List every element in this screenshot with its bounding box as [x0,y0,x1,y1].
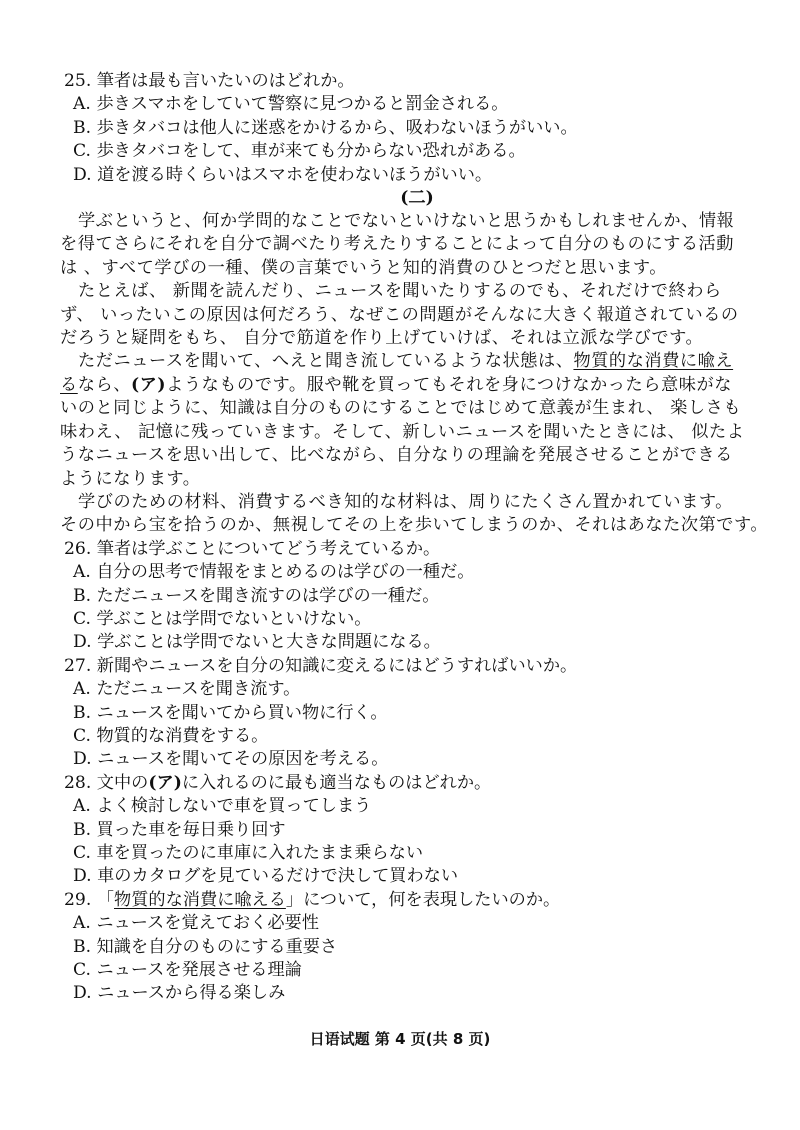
underlined-phrase-part-2: る [60,374,78,395]
question-26-stem: 26. 筆者は学ぶことについてどう考えているか。 [64,538,441,559]
passage-p2-line-3: だろうと疑問をもち、 自分で筋道を作り上げていけば、それは立派な学びです。 [60,328,704,349]
question-27-option-d: D. ニュースを聞いてその原因を考える。 [73,749,389,770]
question-28-option-b: B. 買った車を毎日乗り回す [73,819,286,840]
question-26-option-b: B. ただニュースを聞き流すのは学びの一種だ。 [73,585,440,606]
question-25-option-a: A. 歩きスマホをしていて警察に見つかると罰金される。 [73,94,509,115]
passage-p3-line-1-text: ただニュースを聞いて、へえと聞き流しているような状態は、 [78,351,574,372]
question-26-option-d: D. 学ぶことは学問でないと大きな問題になる。 [73,632,441,653]
section-2-title: (二) [400,188,434,209]
question-25-stem: 25. 筆者は最も言いたいのはどれか。 [64,71,355,91]
passage-p4-line-1: 学びのための材料、消費するべき知的な材料は、周りにたくさん置かれています。 [78,491,733,512]
passage-p3-line-2-text-a: なら、 [77,374,131,395]
question-26-option-a: A. 自分の思考で情報をまとめるのは学びの一種だ。 [73,562,475,583]
passage-p1-line-1: 学ぶというと、何か学問的なことでないといけないと思うかもしれませんか、情報 [78,211,735,232]
underlined-phrase-part-1: 物質的な消費に喩え [573,351,734,372]
question-27-option-a: A. ただニュースを聞き流す。 [73,679,301,700]
passage-p3-line-2-text-b: ようなものです。服や靴を買ってもそれを身につけなかったら意味がな [166,374,732,395]
question-29-option-c: C. ニュースを発展させる理論 [73,960,302,981]
question-28-option-d: D. 車のカタログを見ているだけで決して買わない [73,866,459,887]
question-26-option-c: C. 学ぶことは学問でないといけない。 [73,608,372,629]
blank-a-marker: (ア) [130,374,167,395]
passage-p1-line-2: を得てさらにそれを自分で調べたり考えたりすることによって自分のものにする活動 [60,234,735,255]
question-28-stem-b: に入れるのに最も適当なものはどれか。 [181,772,492,793]
passage-p3-line-2 [60,374,744,397]
passage-p2-line-2: ず、 いったいこの原因は何だろう、なぜこの問題がそんなに大きく報道されているの [60,304,739,325]
question-29-option-a: A. ニュースを覚えておく必要性 [73,913,319,934]
question-25-option-c: C. 歩きタバコをして、車が来ても分からない恐れがある。 [73,141,526,162]
passage-p3-line-5: うなニュースを思い出して、比べながら、自分なりの理論を発展させることができる [60,445,733,466]
passage-p3-line-6: ようになります。 [60,468,201,489]
question-28-stem-a: 28. 文中の [64,772,149,793]
passage [60,210,769,538]
question-29-stem [64,889,744,912]
exam-page [60,70,769,1006]
question-27-option-b: B. ニュースを聞いてから買い物に行く。 [73,702,388,723]
question-29-underlined: 物質的な消費に喩える [114,889,286,910]
question-28-blank: (ア) [148,772,182,793]
question-29-stem-b: 」について，何を表現したいのか。 [285,889,561,910]
passage-p3-line-1 [60,350,744,373]
passage-p3-line-4: 味わえ、 記憶に残っていきます。そして、新しいニュースを聞いたときには、 似たよ [60,421,745,442]
page-footer: 日语试题 第 4 页(共 8 页) [309,1030,491,1048]
question-29-option-b: B. 知識を自分のものにする重要さ [73,936,338,957]
question-27-option-c: C. 物質的な消費をする。 [73,725,269,746]
passage-p1-line-3: は 、すべて学びの一種、僕の言葉でいうと知的消費のひとつだと思います。 [60,257,668,278]
passage-p4-line-2: その中から宝を拾うのか、無視してその上を歩いてしまうのか、それはあなた次第です。 [60,515,769,536]
question-28-option-a: A. よく検討しないで車を買ってしまう [73,796,372,817]
question-25-option-b: B. 歩きタバコは他人に迷惑をかけるから、吸わないほうがいい。 [73,117,578,138]
question-28-option-c: C. 車を買ったのに車庫に入れたまま乗らない [73,843,424,863]
question-27-stem: 27. 新聞やニュースを自分の知識に変えるにはどうすればいいか。 [64,655,578,676]
question-25-option-d: D. 道を渡る時くらいはスマホを使わないほうがいい。 [73,164,493,185]
question-29-option-d: D. ニュースから得る楽しみ [73,983,286,1004]
passage-p2-line-1: たとえば、 新聞を読んだり、ニュースを聞いたりするのでも、それだけで終わら [78,281,722,302]
passage-p3-line-3: いのと同じように、知識は自分のものにすることではじめて意義が生まれ、 楽しさも [60,398,742,419]
question-28-stem [64,772,744,795]
question-29-stem-a: 29. 「 [64,889,114,910]
